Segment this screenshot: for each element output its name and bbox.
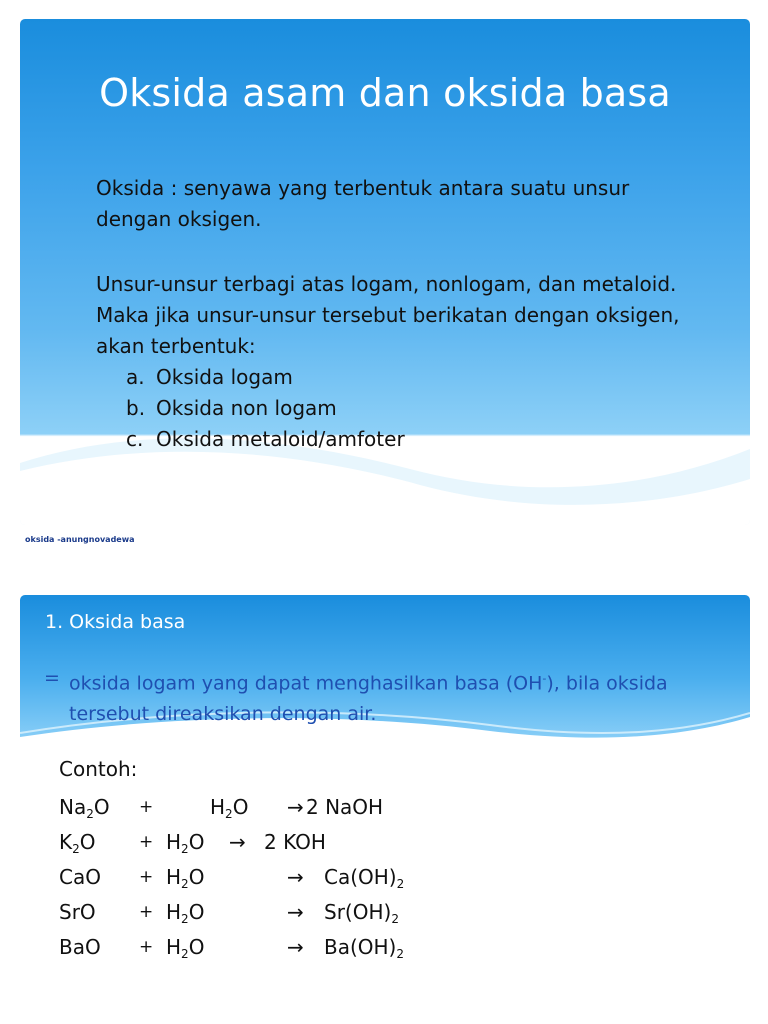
list-item: b. Oksida non logam: [126, 396, 337, 420]
water-formula: $H_2O$: [166, 865, 205, 891]
reactant-formula: $Na_2O$: [59, 795, 110, 821]
arrow-icon: →: [287, 795, 304, 819]
water-formula: $H_2O$: [166, 830, 205, 856]
product-formula: 2 KOH: [264, 830, 326, 854]
examples-block: [59, 752, 405, 965]
slide-2-title: 1. Oksida basa: [45, 611, 186, 633]
plus-sign: +: [139, 902, 154, 922]
oxide-type-list: [96, 362, 696, 455]
slide-title: Oksida asam dan oksida basa: [99, 71, 671, 115]
plus-sign: +: [139, 937, 154, 957]
product-formula: $Ba(OH)_2$: [324, 935, 405, 961]
water-formula: $H_2O$: [166, 900, 205, 926]
list-item: c. Oksida metaloid/amfoter: [126, 427, 405, 451]
arrow-icon: →: [229, 830, 246, 854]
arrow-icon: →: [287, 900, 304, 924]
water-formula: $H_2O$: [166, 935, 205, 961]
slide-2: [20, 595, 750, 1024]
slide-1: [20, 19, 750, 525]
water-formula: $H_2O$: [210, 795, 249, 821]
definition-text-2: oksida logam yang dapat menghasilkan basa (OH-), bila oksida tersebut direaksikan dengan air.: [69, 672, 668, 726]
plus-sign: +: [139, 797, 154, 817]
list-item: a. Oksida logam: [126, 365, 293, 389]
paragraph-text: Unsur-unsur terbagi atas logam, nonlogam, dan metaloid. Maka jika unsur-unsur tersebut berikatan dengan oksigen, akan terbentuk:: [96, 272, 680, 358]
product-formula: $Sr(OH)_2$: [324, 900, 399, 926]
plus-sign: +: [139, 867, 154, 887]
product-formula: $Ca(OH)_2$: [324, 865, 405, 891]
reaction-row: [59, 825, 326, 860]
definition-text: Oksida : senyawa yang terbentuk antara suatu unsur dengan oksigen.: [96, 176, 630, 231]
reactant-formula: BaO: [59, 935, 101, 959]
definition-block: [44, 663, 724, 730]
plus-sign: +: [139, 832, 154, 852]
reactant-formula: SrO: [59, 900, 96, 924]
arrow-icon: →: [287, 865, 304, 889]
reaction-row: [59, 930, 405, 965]
reactant-formula: $K_2O$: [59, 830, 96, 856]
reaction-row: [59, 860, 405, 895]
slide-footer: oksida -anungnovadewa: [25, 535, 135, 544]
reaction-list: [59, 790, 405, 965]
examples-heading: Contoh:: [59, 757, 138, 781]
reactant-formula: CaO: [59, 865, 101, 889]
reaction-row: [59, 790, 384, 825]
bullet-equals: =: [44, 667, 60, 689]
slide-body: [96, 173, 696, 455]
arrow-icon: →: [287, 935, 304, 959]
reaction-row: [59, 895, 399, 930]
product-formula: 2 NaOH: [306, 795, 384, 819]
